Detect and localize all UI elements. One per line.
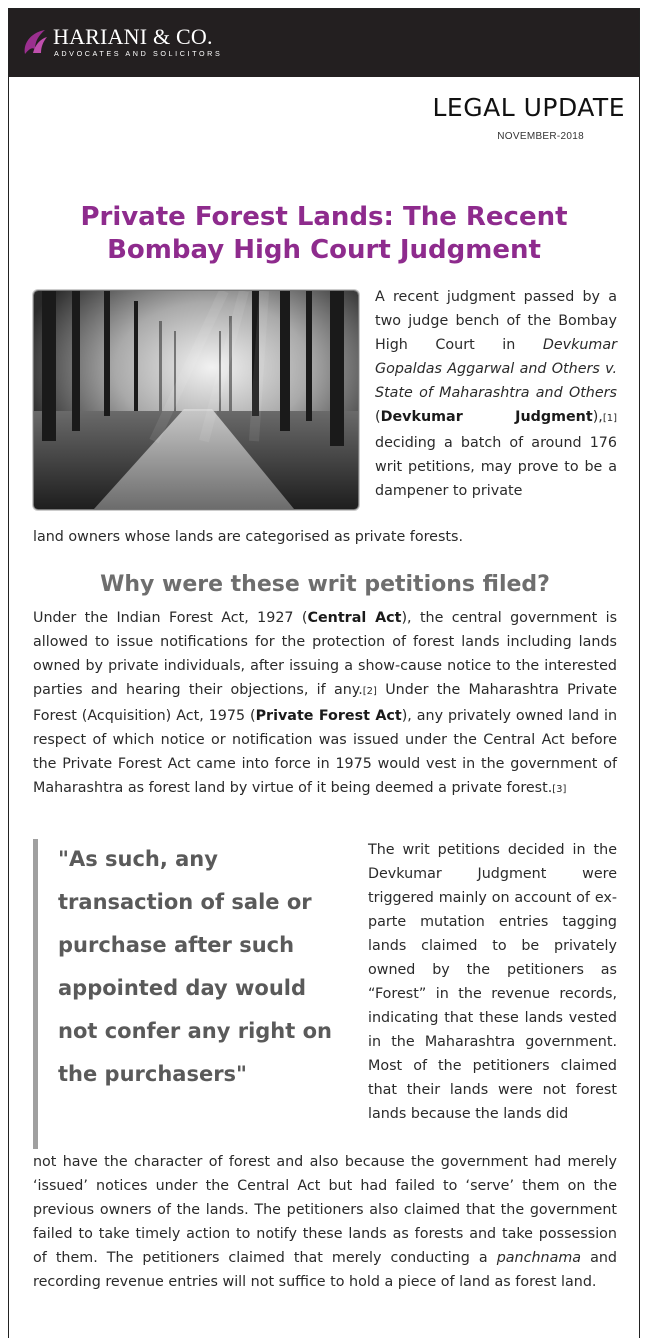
intro-paragraph (375, 285, 617, 503)
forest-road-photo (33, 290, 359, 510)
petitions-paragraph: The writ petitions decided in the Devkumar Judgment were triggered mainly on account of ex-parte mutation entries tagging lands claimed to be privately owned by the petitioners as “Forest” in the revenue records, indicating that these lands vested in the Maharashtra government. Most of the petitioners claimed that their lands were not forest lands because the lands did (368, 842, 617, 1122)
section-heading: Why were these writ petitions filed? (100, 572, 550, 597)
panchnama-term: panchnama (496, 1250, 582, 1266)
defined-term-devkumar: Devkumar Judgment (380, 409, 593, 425)
title-line-1: Private Forest Lands: The Recent (80, 202, 568, 232)
pull-quote-bar (33, 839, 38, 1149)
legal-update-label: LEGAL UPDATE (432, 93, 625, 122)
pull-quote: "As such, any transaction of sale or purchase after such appointed day would not confer any right on the purchasers" (58, 847, 332, 1086)
defined-term-central-act: Central Act (307, 610, 402, 626)
footnote-3-link[interactable]: [3] (552, 784, 567, 795)
intro-text-3: ), (592, 409, 603, 425)
intro-text-1: A recent judgment passed by a two judge bench of the Bombay High Court in (375, 289, 617, 353)
header-bar (9, 9, 639, 77)
background-paragraph (33, 606, 617, 802)
para2-text-1: Under the Indian Forest Act, 1927 ( (33, 610, 308, 626)
forest-photo-graphic (34, 291, 358, 509)
intro-text-4: deciding a batch of around 176 writ petitions, may prove to be a dampener to private (375, 435, 617, 499)
brand-tagline: ADVOCATES AND SOLICITORS (54, 49, 223, 58)
issue-date: NOVEMBER-2018 (497, 131, 584, 142)
footnote-2-link[interactable]: [2] (362, 686, 377, 697)
footnote-1-link[interactable]: [1] (602, 413, 617, 424)
hariani-logo-icon (21, 27, 49, 57)
intro-text-2: ( (375, 409, 381, 425)
intro-paragraph-continued: land owners whose lands are categorised as private forests. (33, 529, 463, 545)
para2-text-4: ), any privately owned land in respect of which notice or notification was issued under the Central Act before the Private Forest Act came into force in 1975 would vest in the government of Maharashtra as forest land by virtue of it being deemed a private forest. (33, 708, 618, 796)
para3-text-2: and recording revenue entries will not suffice to hold a piece of land as forest land. (33, 1250, 617, 1290)
para3-text-1: not have the character of forest and also because the government had merely ‘issued’ notices under the Central Act but had failed to ‘serve’ them on the previous owners of the lands. The petitioners also claimed that the government failed to take timely action to notify these lands as forests and take possession of them. The petitioners claimed that merely conducting a (33, 1154, 617, 1266)
para2-text-2: ), the central government is allowed to issue notifications for the protection of forest lands including lands owned by private individuals, after issuing a show-cause notice to the interested parties and hearing their objections, if any. (33, 610, 618, 698)
title-line-2: Bombay High Court Judgment (107, 235, 541, 265)
para2-text-3: Under the Maharashtra Private Forest (Acquisition) Act, 1975 ( (33, 682, 617, 724)
petitions-paragraph-continued (33, 1150, 617, 1294)
firm-logo (21, 26, 222, 57)
page-frame (8, 8, 640, 1338)
case-name: Devkumar Gopaldas Aggarwal and Others v. State of Maharashtra and Others (375, 337, 617, 401)
defined-term-private-forest-act: Private Forest Act (255, 708, 402, 724)
brand-name: HARIANI & CO. (53, 24, 213, 49)
article-title (34, 201, 614, 267)
